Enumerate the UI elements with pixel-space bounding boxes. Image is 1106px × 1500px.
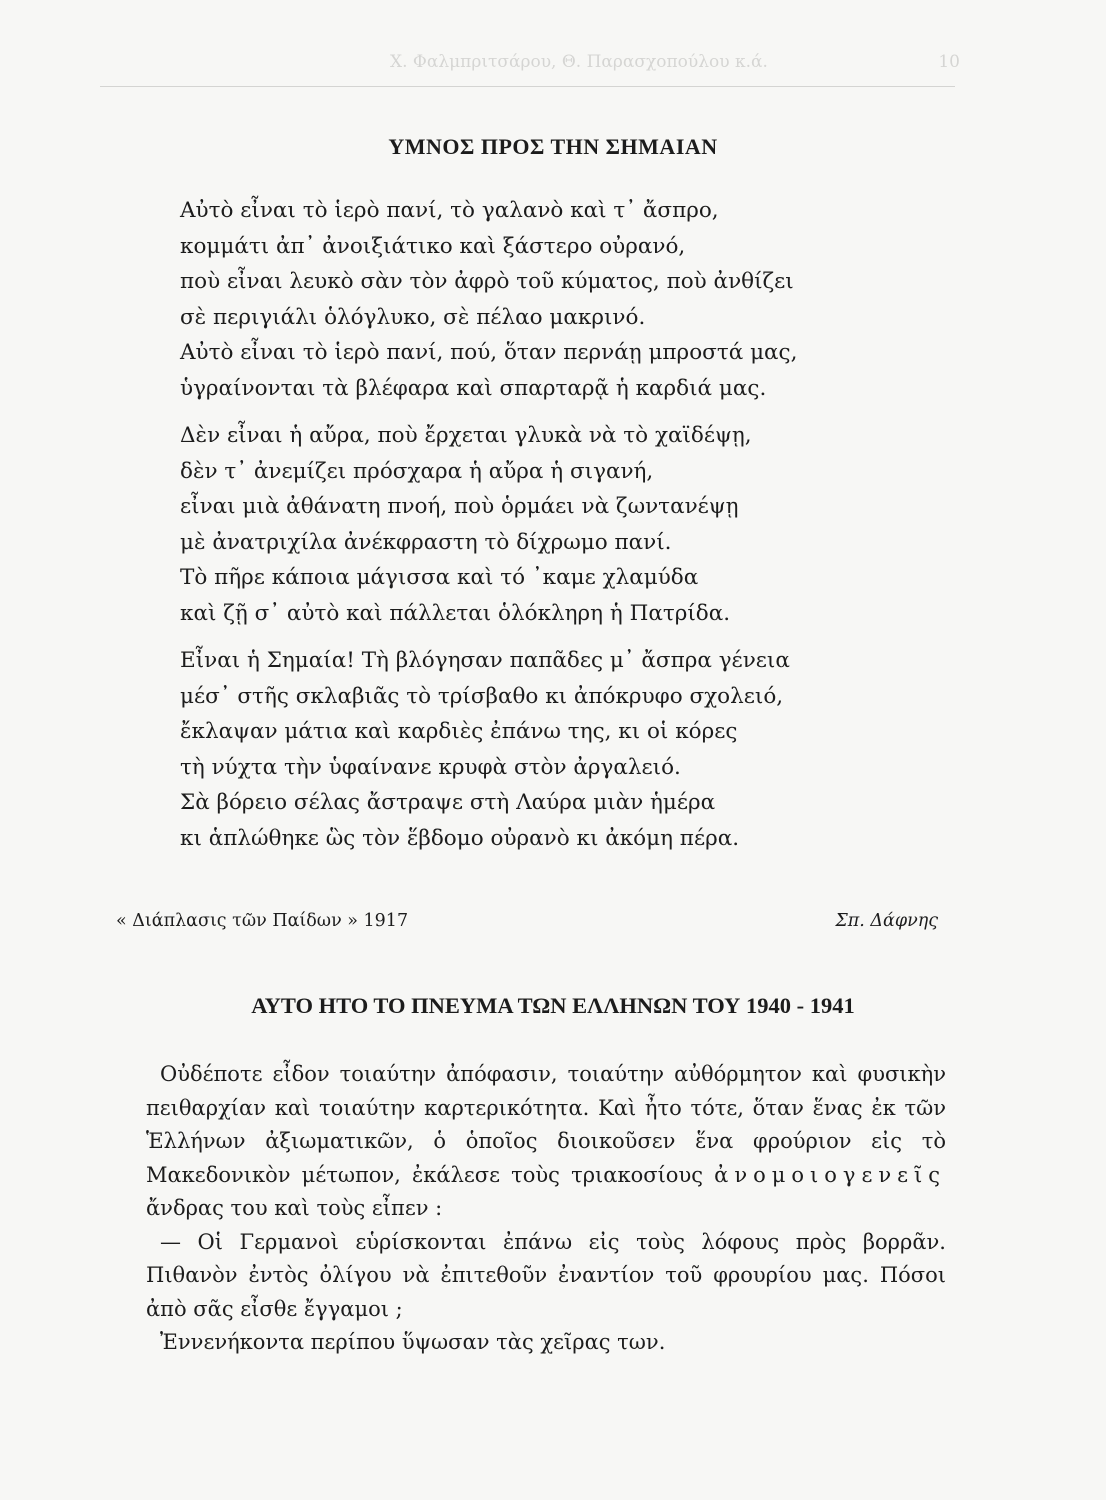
poem-line: Σὰ βόρειο σέλας ἄστραψε στὴ Λαύρα μιὰν ἡμέρα <box>180 790 716 815</box>
page-number: 10 <box>938 52 960 72</box>
poem-line: Αὐτὸ εἶναι τὸ ἱερὸ πανί, τὸ γαλανὸ καὶ τ᾽ ἄσπρο, <box>180 198 719 223</box>
poem-author: Σπ. Δάφνης <box>835 911 938 931</box>
article-paragraph <box>146 1058 946 1226</box>
poem-line: ποὺ εἶναι λευκὸ σὰν τὸν ἀφρὸ τοῦ κύματος, ποὺ ἀνθίζει <box>180 269 794 294</box>
poem-line: σὲ περιγιάλι ὁλόγλυκο, σὲ πέλαο μακρινό. <box>180 304 646 330</box>
poem-line: καὶ ζῇ σ᾽ αὐτὸ καὶ πάλλεται ὁλόκληρη ἡ Πατρίδα. <box>180 600 731 626</box>
poem-body <box>180 193 960 868</box>
poem-line: ὑγραίνονται τὰ βλέφαρα καὶ σπαρταρᾷ ἡ καρδιά μας. <box>180 375 767 401</box>
poem-title: ΥΜΝΟΣ ΠΡΟΣ ΤΗΝ ΣΗΜΑΙΑΝ <box>388 134 718 159</box>
poem-line: τὴ νύχτα τὴν ὑφαίνανε κρυφὰ στὸν ἀργαλειό. <box>180 754 681 780</box>
poem-line: Τὸ πῆρε κάποια μάγισσα καὶ τό ᾽καμε χλαμύδα <box>180 565 699 590</box>
poem-line: Δὲν εἶναι ἡ αὔρα, ποὺ ἔρχεται γλυκὰ νὰ τὸ χαϊδέψῃ, <box>180 423 752 448</box>
poem-line: ἔκλαψαν μάτια καὶ καρδιὲς ἐπάνω της, κι οἱ κόρες <box>180 719 738 744</box>
article-paragraph: — Οἱ Γερμανοὶ εὑρίσκονται ἐπάνω εἰς τοὺς λόφους πρὸς βορρᾶν. Πιθανὸν ἐντὸς ὀλίγου νὰ ἐπιτεθοῦν ἐναντίον τοῦ φρουρίου μας. Πόσοι ἀπὸ σᾶς εἶσθε ἔγγαμοι ; <box>146 1229 946 1321</box>
stanza-2 <box>180 418 960 631</box>
poem-line: μέσ᾽ στῆς σκλαβιᾶς τὸ τρίσβαθο κι ἀπόκρυφο σχολειό, <box>180 683 784 709</box>
paragraph-text: Οὐδέποτε εἶδον τοιαύτην ἀπόφασιν, τοιαύτην αὐθόρμητον καὶ φυσικὴν πειθαρχίαν καὶ τοιαύτην καρτερικότητα. Καὶ ἦτο τότε, ὅταν ἕνας ἐκ τῶν Ἑλλήνων ἀξιωματικῶν, ὁ ὁποῖος διοικοῦσεν ἕνα φρούριον εἰς τὸ Μακεδονικὸν μέτωπον, ἐκάλεσε τοὺς τριακοσίους <box>146 1062 946 1187</box>
header-rule <box>100 86 955 87</box>
poem-line: μὲ ἀνατριχίλα ἀνέκφραστη τὸ δίχρωμο πανί. <box>180 529 672 555</box>
poem-line: κομμάτι ἀπ᾽ ἀνοιξιάτικο καὶ ξάστερο οὐρανό, <box>180 233 686 259</box>
poem-line: Αὐτὸ εἶναι τὸ ἱερὸ πανί, πού, ὅταν περνάῃ μπροστά μας, <box>180 340 798 365</box>
poem-line: εἶναι μιὰ ἀθάνατη πνοή, ποὺ ὁρμάει νὰ ζωντανέψῃ <box>180 494 739 519</box>
poem-line: δὲν τ᾽ ἀνεμίζει πρόσχαρα ἡ αὔρα ἡ σιγανή, <box>180 458 654 484</box>
emphasized-word: ἀνομοιογενεῖς <box>714 1162 946 1187</box>
article-title: ΑΥΤΟ ΗΤΟ ΤΟ ΠΝΕΥΜΑ ΤΩΝ ΕΛΛΗΝΩΝ ΤΟΥ 1940 - 1941 <box>251 993 855 1018</box>
stanza-1 <box>180 193 960 406</box>
poem-source: « Διάπλασις τῶν Παίδων » 1917 <box>116 911 409 931</box>
poem-line: Εἶναι ἡ Σημαία! Τὴ βλόγησαν παπᾶδες μ᾽ ἄσπρα γένεια <box>180 648 790 673</box>
article-paragraph: Ἐννενήκοντα περίπου ὕψωσαν τὰς χεῖρας των. <box>160 1330 666 1354</box>
article-body <box>146 1058 946 1360</box>
poem-attribution <box>116 911 938 931</box>
poem-line: κι ἁπλώθηκε ὣς τὸν ἕβδομο οὐρανὸ κι ἀκόμη πέρα. <box>180 825 740 851</box>
stanza-3 <box>180 643 960 856</box>
running-head-text: Χ. Φαλμπριτσάρου, Θ. Παρασχοπούλου κ.ά. <box>390 52 768 72</box>
paragraph-text: ἄνδρας του καὶ τοὺς εἶπεν : <box>146 1196 443 1220</box>
